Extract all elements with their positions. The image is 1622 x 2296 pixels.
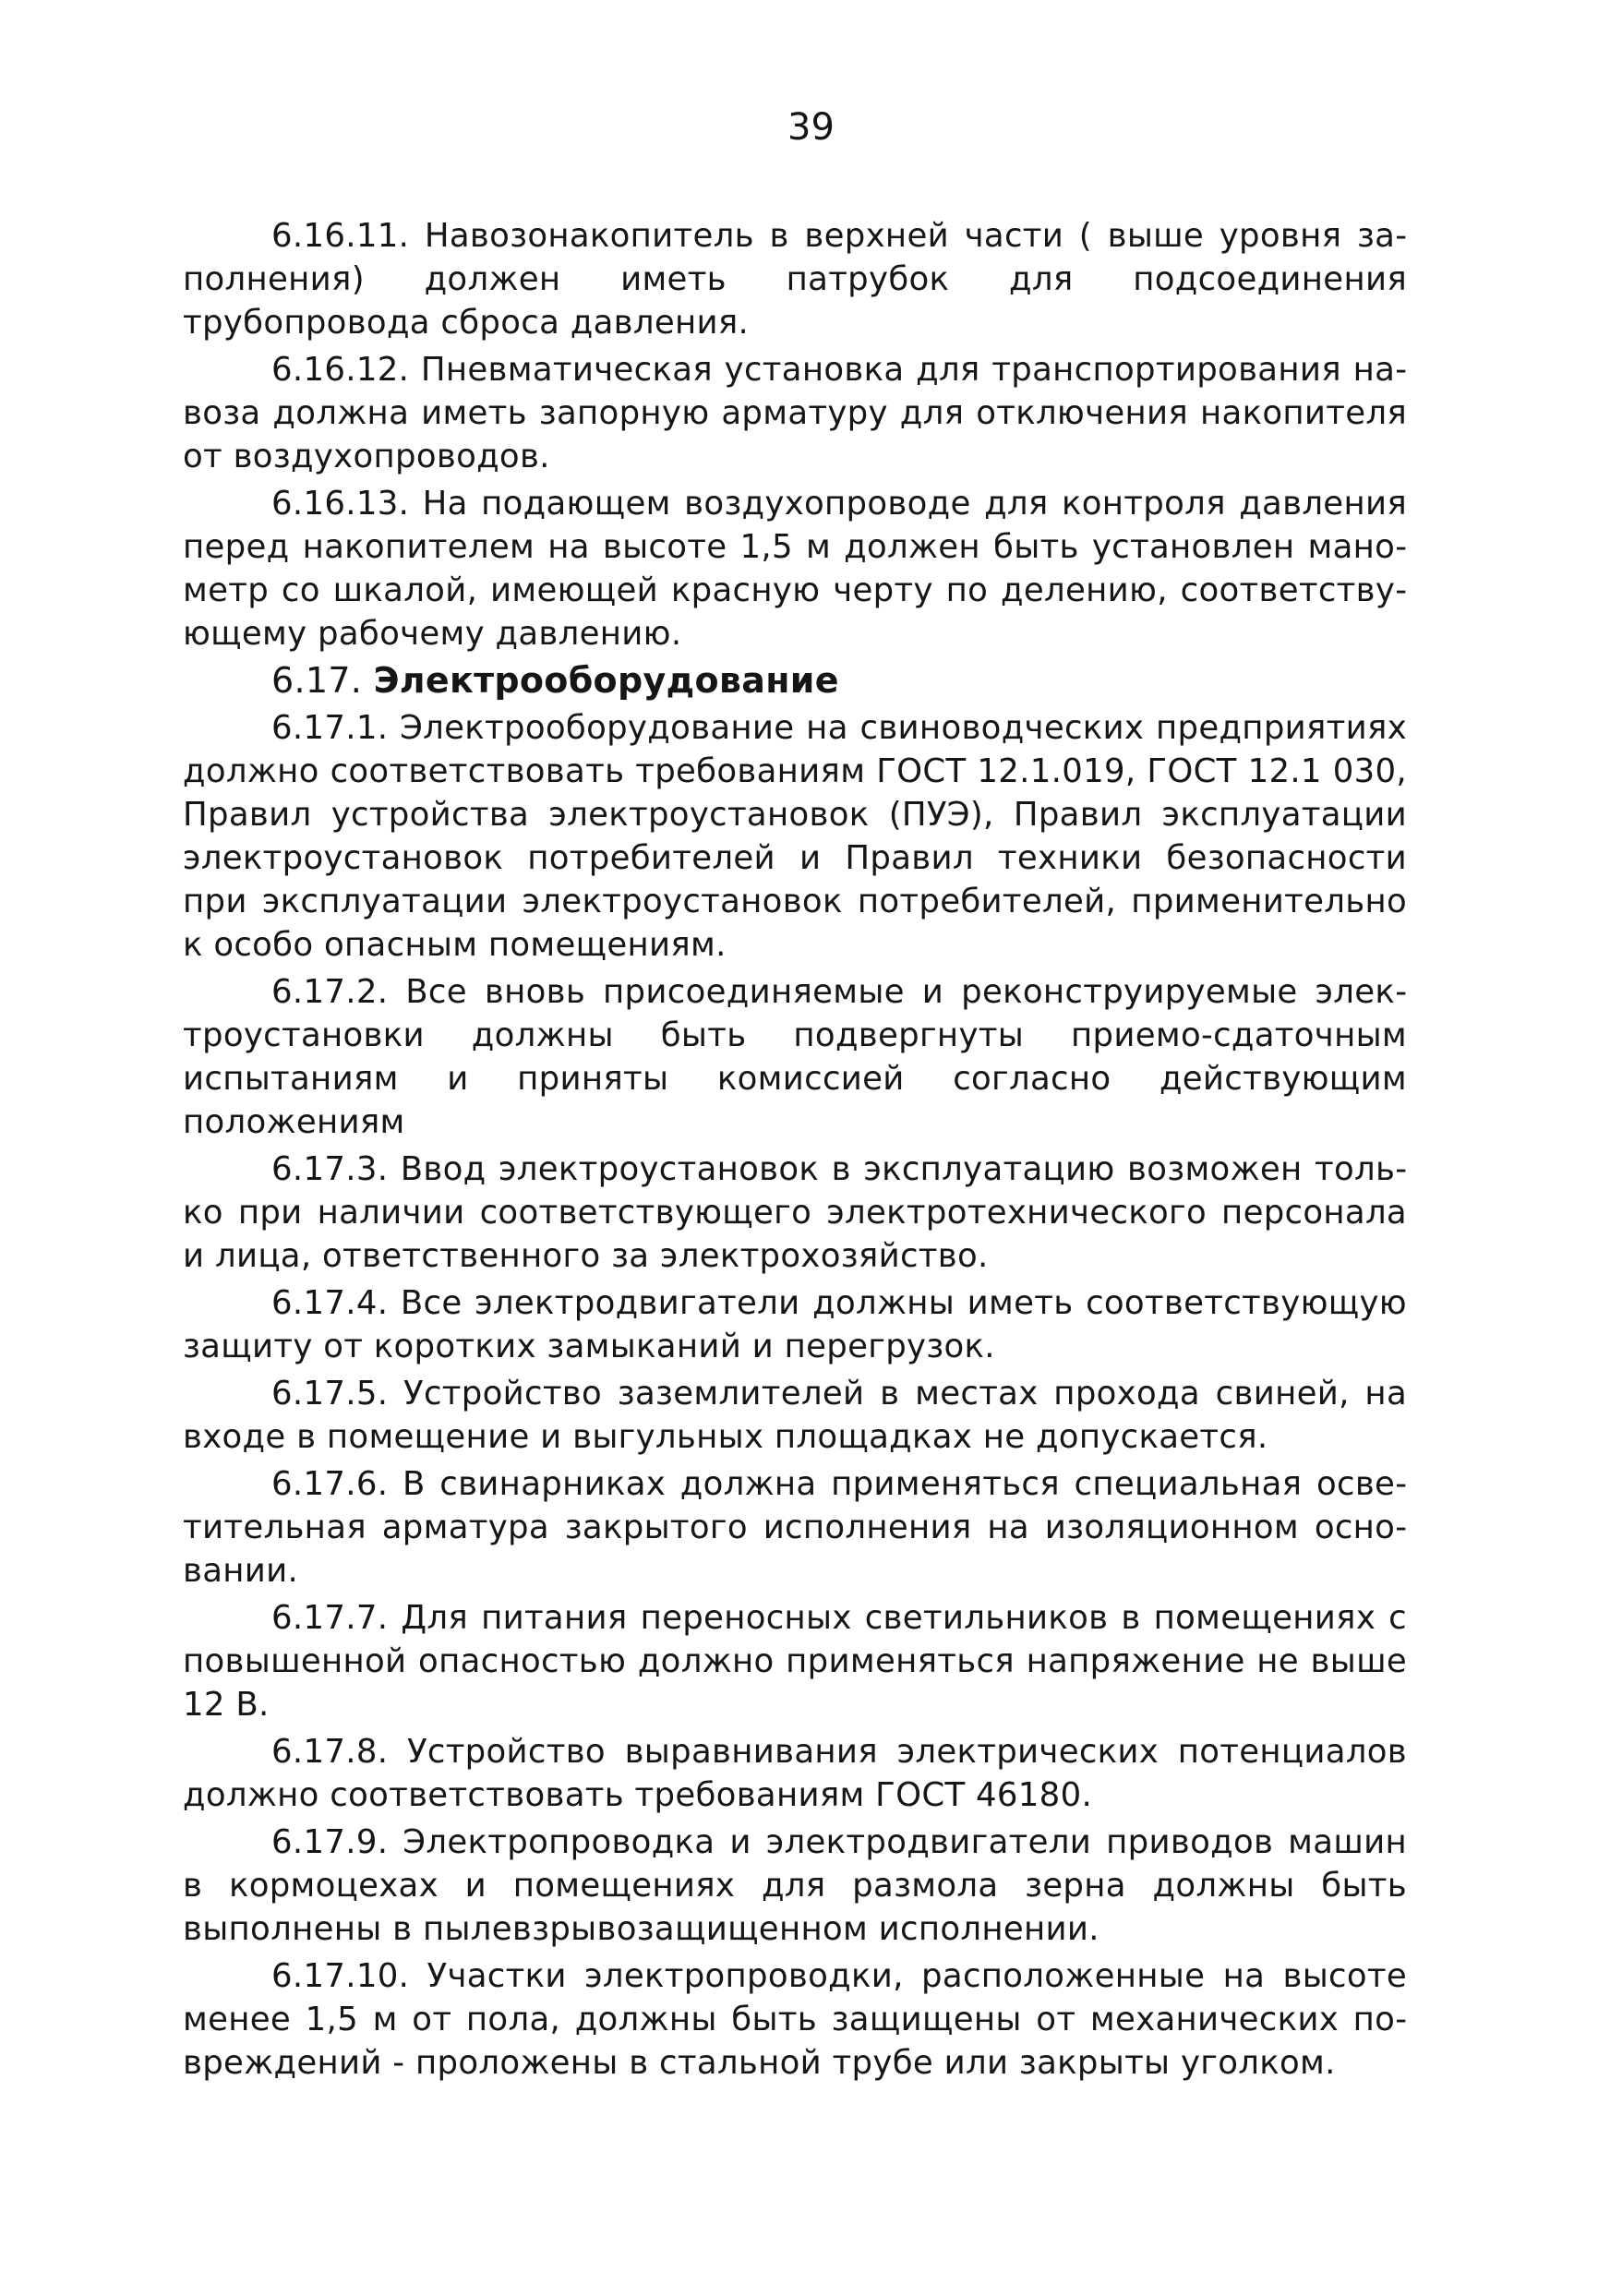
paragraph-6-16-12: 6.16.12. Пневматическая установка для транспортирования навоза должна иметь запорную арматуру для отключения накопителя от воздухопроводов. (183, 351, 1407, 475)
paragraph-6-17-8: 6.17.8. Устройство выравнивания электрических потенциалов должно соответствовать требованиям ГОСТ 46180. (183, 1733, 1407, 1814)
paragraph-6-17-10: 6.17.10. Участки электропроводки, расположенные на высоте менее 1,5 м от пола, должны быть защищены от механических повреждений - проложены в стальной трубе или закрыты уголком. (183, 1957, 1407, 2082)
paragraph-6-17-1: 6.17.1. Электрооборудование на свиноводческих предприятиях должно соответствовать требованиям ГОСТ 12.1.019, ГОСТ 12.1 030, Правил устройства электроустановок (ПУЭ), Правил эксплуатации электроустановок потребителей и Правил техники безопасности при эксплуатации электроустановок потребителей, применительно к особо опасным помещениям. (183, 709, 1407, 964)
section-title: Электрооборудование (373, 660, 839, 701)
paragraph-6-16-13: 6.16.13. На подающем воздухопроводе для контроля давления перед накопителем на высоте 1,5 м должен быть установлен манометр со шкалой, имеющей красную черту по делению, соответствующему рабочему давлению. (183, 485, 1407, 653)
paragraph-6-16-11: 6.16.11. Навозонакопитель в верхней части ( выше уровня заполнения) должен иметь патрубок для подсоединения трубопровода сброса давления. (183, 217, 1407, 342)
paragraph-6-17-6: 6.17.6. В свинарниках должна применяться специальная осветительная арматура закрытого исполнения на изоляционном основании. (183, 1465, 1407, 1590)
paragraph-6-17-3: 6.17.3. Ввод электроустановок в эксплуатацию возможен только при наличии соответствующего электротехнического персонала и лица, ответственного за электрохозяйство. (183, 1150, 1407, 1275)
paragraph-6-17-9: 6.17.9. Электропроводка и электродвигатели приводов машин в кормоцехах и помещениях для размола зерна должны быть выполнены в пылевзрывозащищенном исполнении. (183, 1823, 1407, 1948)
paragraph-6-17-2: 6.17.2. Все вновь присоединяемые и реконструируемые электроустановки должны быть подвергнуты приемо-сдаточным испытаниям и приняты комиссией согласно действующим положениям (183, 973, 1407, 1141)
paragraph-6-17-4: 6.17.4. Все электродвигатели должны иметь соответствующую защиту от коротких замыканий и перегрузок. (183, 1284, 1407, 1365)
section-heading (183, 659, 1407, 703)
section-number: 6.17. (271, 660, 363, 701)
paragraph-6-17-5: 6.17.5. Устройство заземлителей в местах прохода свиней, на входе в помещение и выгульных площадках не допускается. (183, 1375, 1407, 1456)
page-number: 39 (787, 106, 835, 149)
document-body (183, 214, 1407, 2088)
paragraph-6-17-7: 6.17.7. Для питания переносных светильников в помещениях с повышенной опасностью должно применяться напряжение не выше 12 В. (183, 1599, 1407, 1724)
